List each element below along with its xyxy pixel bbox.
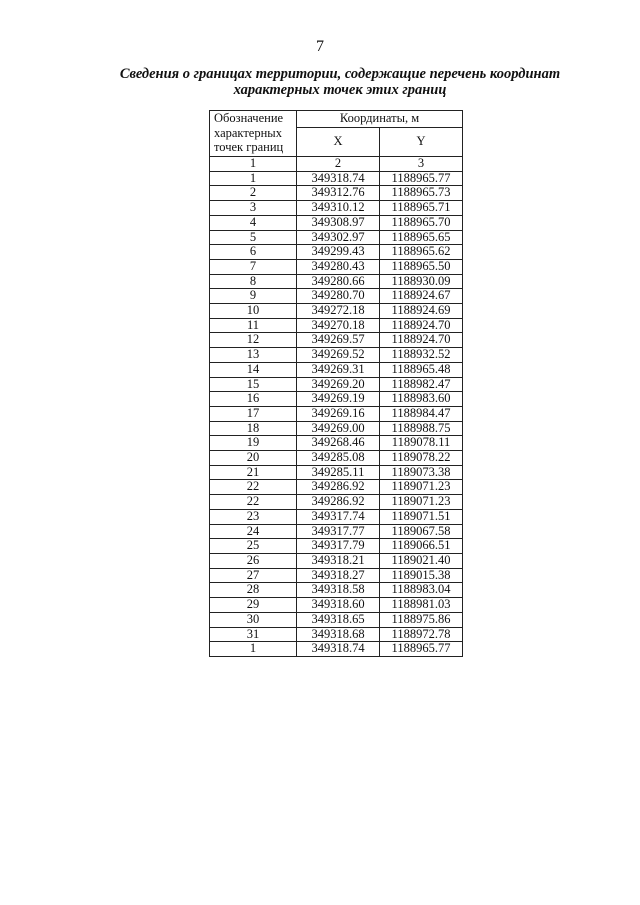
y-coordinate-cell: 1189073.38 — [380, 465, 463, 480]
table-row — [210, 421, 463, 436]
table-row — [210, 333, 463, 348]
point-designation-header — [210, 111, 297, 157]
y-coordinate-cell: 1188983.04 — [380, 583, 463, 598]
y-coordinate-cell: 1188975.86 — [380, 612, 463, 627]
table-row — [210, 186, 463, 201]
y-coordinate-cell: 1188924.67 — [380, 289, 463, 304]
y-column-header: Y — [380, 128, 463, 157]
y-coordinate-cell: 1188965.71 — [380, 201, 463, 216]
x-coordinate-cell: 349318.68 — [297, 627, 380, 642]
point-number-cell: 1 — [210, 642, 297, 657]
table-row — [210, 377, 463, 392]
y-coordinate-cell: 1189067.58 — [380, 524, 463, 539]
y-coordinate-cell: 1188965.48 — [380, 362, 463, 377]
x-coordinate-cell: 349302.97 — [297, 230, 380, 245]
y-coordinate-cell: 1188924.70 — [380, 333, 463, 348]
point-number-cell: 10 — [210, 304, 297, 319]
y-coordinate-cell: 1188983.60 — [380, 392, 463, 407]
point-number-cell: 1 — [210, 171, 297, 186]
point-number-cell: 8 — [210, 274, 297, 289]
point-number-cell: 15 — [210, 377, 297, 392]
y-coordinate-cell: 1189066.51 — [380, 539, 463, 554]
y-coordinate-cell: 1188965.50 — [380, 259, 463, 274]
x-coordinate-cell: 349310.12 — [297, 201, 380, 216]
table-row — [210, 318, 463, 333]
x-coordinate-cell: 349272.18 — [297, 304, 380, 319]
point-number-cell: 14 — [210, 362, 297, 377]
document-title-line-1: Сведения о границах территории, содержащие перечень координат — [119, 66, 561, 82]
y-coordinate-cell: 1188965.62 — [380, 245, 463, 260]
y-coordinate-cell: 1188930.09 — [380, 274, 463, 289]
x-coordinate-cell: 349318.60 — [297, 598, 380, 613]
point-number-cell: 31 — [210, 627, 297, 642]
y-coordinate-cell: 1188965.70 — [380, 215, 463, 230]
point-number-cell: 5 — [210, 230, 297, 245]
x-coordinate-cell: 349317.74 — [297, 509, 380, 524]
x-coordinate-cell: 349286.92 — [297, 495, 380, 510]
table-row — [210, 583, 463, 598]
y-coordinate-cell: 1189078.22 — [380, 451, 463, 466]
table-row — [210, 480, 463, 495]
x-coordinate-cell: 349280.66 — [297, 274, 380, 289]
point-number-cell: 19 — [210, 436, 297, 451]
table-row — [210, 524, 463, 539]
table-row — [210, 201, 463, 216]
x-coordinate-cell: 349318.74 — [297, 171, 380, 186]
y-coordinate-cell: 1189021.40 — [380, 553, 463, 568]
x-coordinate-cell: 349318.21 — [297, 553, 380, 568]
y-coordinate-cell: 1189078.11 — [380, 436, 463, 451]
x-coordinate-cell: 349312.76 — [297, 186, 380, 201]
point-number-cell: 13 — [210, 348, 297, 363]
point-number-cell: 27 — [210, 568, 297, 583]
point-number-cell: 17 — [210, 406, 297, 421]
table-row — [210, 539, 463, 554]
x-coordinate-cell: 349269.31 — [297, 362, 380, 377]
y-coordinate-cell: 1188932.52 — [380, 348, 463, 363]
y-coordinate-cell: 1188984.47 — [380, 406, 463, 421]
table-row — [210, 392, 463, 407]
table-row — [210, 612, 463, 627]
point-number-cell: 12 — [210, 333, 297, 348]
table-row — [210, 598, 463, 613]
column-index-cell: 1 — [210, 157, 297, 172]
x-coordinate-cell: 349269.19 — [297, 392, 380, 407]
point-designation-header-line-3: точек границ — [214, 140, 284, 154]
point-number-cell: 20 — [210, 451, 297, 466]
point-number-cell: 22 — [210, 495, 297, 510]
x-coordinate-cell: 349308.97 — [297, 215, 380, 230]
table-row — [210, 627, 463, 642]
x-coordinate-cell: 349318.74 — [297, 642, 380, 657]
table-row — [210, 245, 463, 260]
table-row — [210, 553, 463, 568]
y-coordinate-cell: 1189071.23 — [380, 480, 463, 495]
table-row — [210, 230, 463, 245]
y-coordinate-cell: 1188988.75 — [380, 421, 463, 436]
point-number-cell: 16 — [210, 392, 297, 407]
column-index-cell: 3 — [380, 157, 463, 172]
x-coordinate-cell: 349317.79 — [297, 539, 380, 554]
x-coordinate-cell: 349318.65 — [297, 612, 380, 627]
x-coordinate-cell: 349318.27 — [297, 568, 380, 583]
table-row — [210, 362, 463, 377]
y-coordinate-cell: 1188965.73 — [380, 186, 463, 201]
point-number-cell: 4 — [210, 215, 297, 230]
x-coordinate-cell: 349318.58 — [297, 583, 380, 598]
table-row — [210, 495, 463, 510]
document-title-line-2: характерных точек этих границ — [233, 82, 447, 98]
table-row — [210, 259, 463, 274]
table-row — [210, 465, 463, 480]
coordinates-group-header: Координаты, м — [297, 111, 463, 128]
y-coordinate-cell: 1188965.77 — [380, 642, 463, 657]
point-number-cell: 26 — [210, 553, 297, 568]
point-number-cell: 9 — [210, 289, 297, 304]
table-row — [210, 289, 463, 304]
y-coordinate-cell: 1188972.78 — [380, 627, 463, 642]
x-coordinate-cell: 349269.52 — [297, 348, 380, 363]
x-coordinate-cell: 349269.57 — [297, 333, 380, 348]
point-number-cell: 21 — [210, 465, 297, 480]
point-number-cell: 30 — [210, 612, 297, 627]
point-number-cell: 2 — [210, 186, 297, 201]
table-row — [210, 451, 463, 466]
coordinates-table — [209, 110, 463, 657]
table-row — [210, 171, 463, 186]
x-coordinate-cell: 349269.00 — [297, 421, 380, 436]
x-column-header: X — [297, 128, 380, 157]
point-number-cell: 11 — [210, 318, 297, 333]
y-coordinate-cell: 1188924.69 — [380, 304, 463, 319]
point-number-cell: 24 — [210, 524, 297, 539]
table-row — [210, 509, 463, 524]
y-coordinate-cell: 1189071.51 — [380, 509, 463, 524]
y-coordinate-cell: 1188924.70 — [380, 318, 463, 333]
x-coordinate-cell: 349269.20 — [297, 377, 380, 392]
column-index-cell: 2 — [297, 157, 380, 172]
point-number-cell: 3 — [210, 201, 297, 216]
point-number-cell: 29 — [210, 598, 297, 613]
x-coordinate-cell: 349270.18 — [297, 318, 380, 333]
y-coordinate-cell: 1189071.23 — [380, 495, 463, 510]
table-row — [210, 642, 463, 657]
x-coordinate-cell: 349286.92 — [297, 480, 380, 495]
table-row — [210, 406, 463, 421]
x-coordinate-cell: 349299.43 — [297, 245, 380, 260]
y-coordinate-cell: 1188965.65 — [380, 230, 463, 245]
table-row — [210, 274, 463, 289]
x-coordinate-cell: 349285.11 — [297, 465, 380, 480]
y-coordinate-cell: 1188982.47 — [380, 377, 463, 392]
point-number-cell: 18 — [210, 421, 297, 436]
point-designation-header-line-2: характерных — [214, 125, 282, 140]
column-index-row — [210, 157, 463, 172]
y-coordinate-cell: 1188981.03 — [380, 598, 463, 613]
x-coordinate-cell: 349285.08 — [297, 451, 380, 466]
document-title — [90, 66, 590, 98]
table-row — [210, 568, 463, 583]
table-row — [210, 215, 463, 230]
point-number-cell: 7 — [210, 259, 297, 274]
y-coordinate-cell: 1189015.38 — [380, 568, 463, 583]
point-number-cell: 6 — [210, 245, 297, 260]
table-row — [210, 348, 463, 363]
x-coordinate-cell: 349280.43 — [297, 259, 380, 274]
x-coordinate-cell: 349268.46 — [297, 436, 380, 451]
point-number-cell: 28 — [210, 583, 297, 598]
table-row — [210, 436, 463, 451]
point-number-cell: 25 — [210, 539, 297, 554]
point-number-cell: 22 — [210, 480, 297, 495]
x-coordinate-cell: 349280.70 — [297, 289, 380, 304]
page-number: 7 — [316, 38, 324, 55]
table-row — [210, 304, 463, 319]
x-coordinate-cell: 349269.16 — [297, 406, 380, 421]
x-coordinate-cell: 349317.77 — [297, 524, 380, 539]
coordinates-table-body — [210, 157, 463, 657]
point-designation-header-line-1: Обозначение — [214, 111, 284, 125]
point-number-cell: 23 — [210, 509, 297, 524]
y-coordinate-cell: 1188965.77 — [380, 171, 463, 186]
